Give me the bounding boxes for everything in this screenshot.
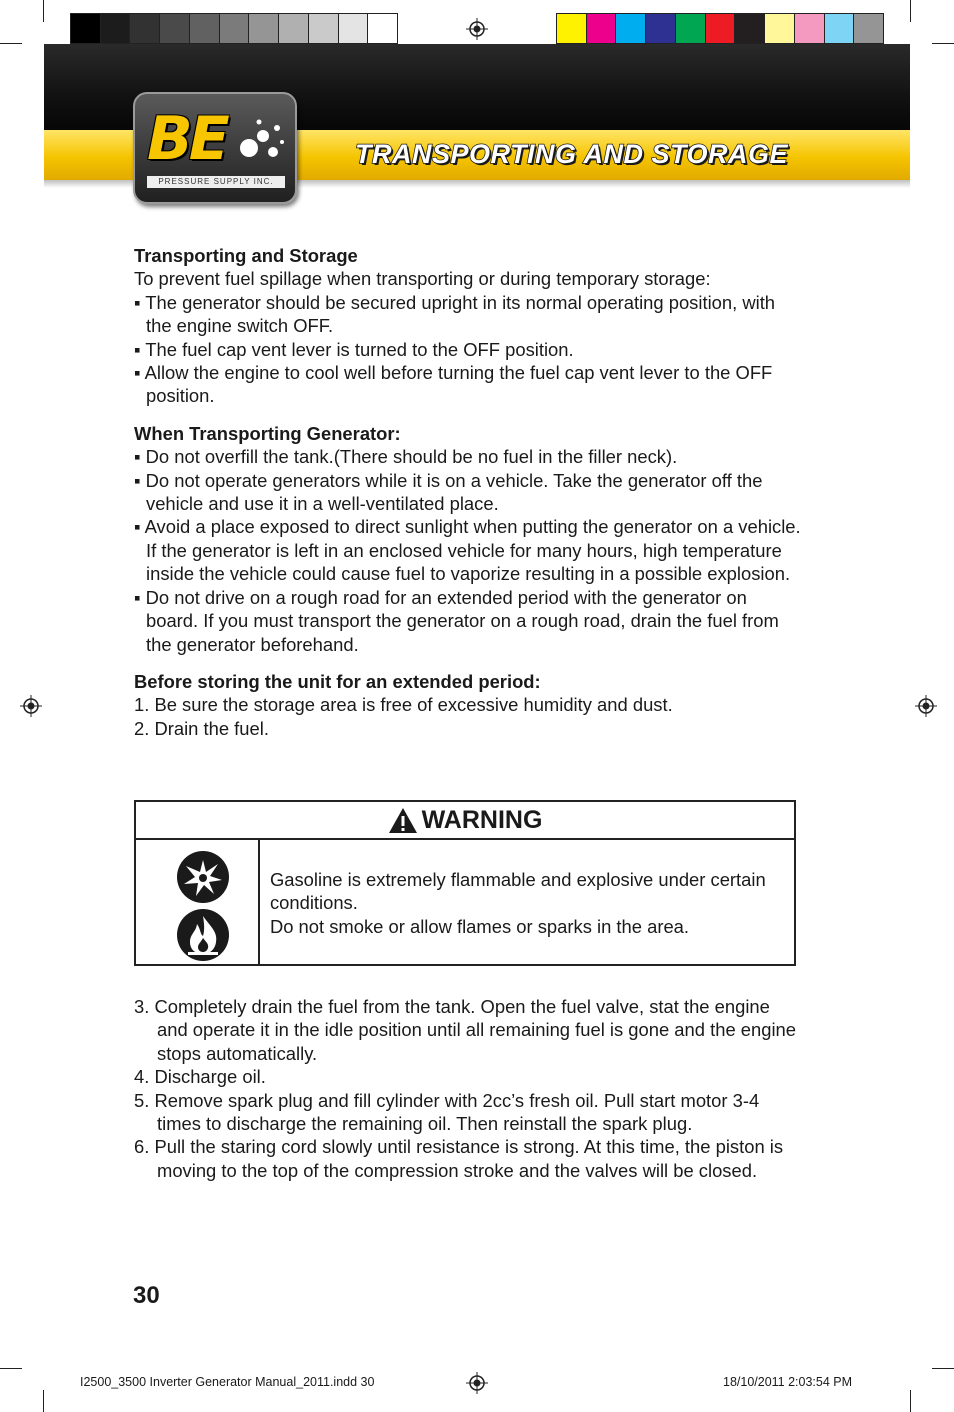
crop-mark xyxy=(43,1390,44,1412)
list-item: ▪ Do not overfill the tank.(There should be no fuel in the filler neck). xyxy=(134,446,678,468)
color-swatch xyxy=(854,14,883,43)
intro-text: To prevent fuel spillage when transporting or during temporary storage: xyxy=(134,268,711,290)
crop-mark xyxy=(0,43,22,44)
page-number: 30 xyxy=(133,1282,160,1309)
crop-mark xyxy=(910,0,911,22)
registration-mark-icon xyxy=(20,695,42,717)
warning-line: Gasoline is extremely flammable and explosive under certain conditions. xyxy=(269,869,766,914)
color-swatch xyxy=(616,14,646,43)
company-logo xyxy=(133,92,297,204)
list-item: 4. Discharge oil. xyxy=(134,1066,266,1088)
list-item: 1. Be sure the storage area is free of excessive humidity and dust. xyxy=(134,694,673,716)
list-item: 2. Drain the fuel. xyxy=(134,717,269,739)
grayscale-calibration-bar xyxy=(70,13,398,44)
color-swatch xyxy=(249,14,279,43)
logo-text: BE xyxy=(147,104,226,174)
warning-icons xyxy=(136,840,260,966)
warning-header xyxy=(136,802,794,840)
color-swatch xyxy=(309,14,339,43)
list-item: 3. Completely drain the fuel from the tank. Open the fuel valve, stat the engine and operate it in the idle position until all remaining fuel is gone and the engine stops automatically. xyxy=(134,996,797,1064)
main-content xyxy=(134,244,804,740)
color-swatch xyxy=(676,14,706,43)
file-slug: I2500_3500 Inverter Generator Manual_2011.indd 30 xyxy=(80,1375,375,1389)
flame-icon xyxy=(176,908,230,962)
warning-line: Do not smoke or allow flames or sparks in the area. xyxy=(269,915,690,937)
color-swatch xyxy=(706,14,736,43)
color-swatch xyxy=(339,14,369,43)
list-item: ▪ The fuel cap vent lever is turned to the OFF position. xyxy=(134,338,574,360)
list-item: ▪ Avoid a place exposed to direct sunlight when putting the generator on a vehicle. If the generator is left in an enclosed vehicle for many hours, high temperature inside the vehicle could cause fuel to vaporize resulting in a possible explosion. xyxy=(134,516,801,585)
color-swatch xyxy=(795,14,825,43)
color-swatch xyxy=(130,14,160,43)
list-item: ▪ Allow the engine to cool well before turning the fuel cap vent lever to the OFF position. xyxy=(134,362,773,407)
registration-mark-icon xyxy=(915,695,937,717)
color-swatch xyxy=(160,14,190,43)
list-item: ▪ Do not operate generators while it is on a vehicle. Take the generator off the vehicle and use it in a well-ventilated place. xyxy=(134,469,763,515)
color-swatch xyxy=(557,14,587,43)
list-item: 5. Remove spark plug and fill cylinder with 2cc’s fresh oil. Pull start motor 3-4 times to discharge the remaining oil. Then reinstall the spark plug. xyxy=(134,1089,760,1135)
color-swatch xyxy=(765,14,795,43)
crop-mark xyxy=(932,1368,954,1369)
color-swatch xyxy=(220,14,250,43)
splash-icon xyxy=(235,112,287,168)
crop-mark xyxy=(0,1368,22,1369)
color-swatch xyxy=(101,14,131,43)
page-title: TRANSPORTING AND STORAGE xyxy=(355,139,789,169)
warning-text xyxy=(260,840,794,966)
warning-triangle-icon xyxy=(388,807,418,834)
color-swatch xyxy=(71,14,101,43)
color-calibration-bar xyxy=(556,13,884,44)
crop-mark xyxy=(932,43,954,44)
color-swatch xyxy=(279,14,309,43)
registration-mark-icon xyxy=(466,1372,488,1394)
list-item: 6. Pull the staring cord slowly until resistance is strong. At this time, the piston is moving to the top of the compression stroke and the valves will be closed. xyxy=(134,1136,784,1181)
logo-subtitle: PRESSURE SUPPLY INC. xyxy=(147,176,285,188)
section-heading: Transporting and Storage xyxy=(134,245,358,266)
list-item: ▪ Do not drive on a rough road for an extended period with the generator on board. If you must transport the generator on a rough road, drain the fuel from the generator beforehand. xyxy=(134,586,779,655)
color-swatch xyxy=(587,14,617,43)
section-heading: When Transporting Generator: xyxy=(134,422,401,444)
color-swatch xyxy=(646,14,676,43)
registration-mark-icon xyxy=(466,18,488,40)
crop-mark xyxy=(910,1390,911,1412)
storage-steps xyxy=(134,995,796,1182)
date-slug: 18/10/2011 2:03:54 PM xyxy=(723,1375,853,1389)
color-swatch xyxy=(735,14,765,43)
color-swatch xyxy=(190,14,220,43)
crop-mark xyxy=(43,0,44,22)
list-item: ▪ The generator should be secured upright in its normal operating position, with the engine switch OFF. xyxy=(134,291,776,337)
warning-title: WARNING xyxy=(421,805,543,834)
color-swatch xyxy=(825,14,855,43)
section-heading: Before storing the unit for an extended period: xyxy=(134,670,541,692)
warning-box xyxy=(134,800,796,966)
explosion-icon xyxy=(176,850,230,904)
color-swatch xyxy=(368,14,397,43)
